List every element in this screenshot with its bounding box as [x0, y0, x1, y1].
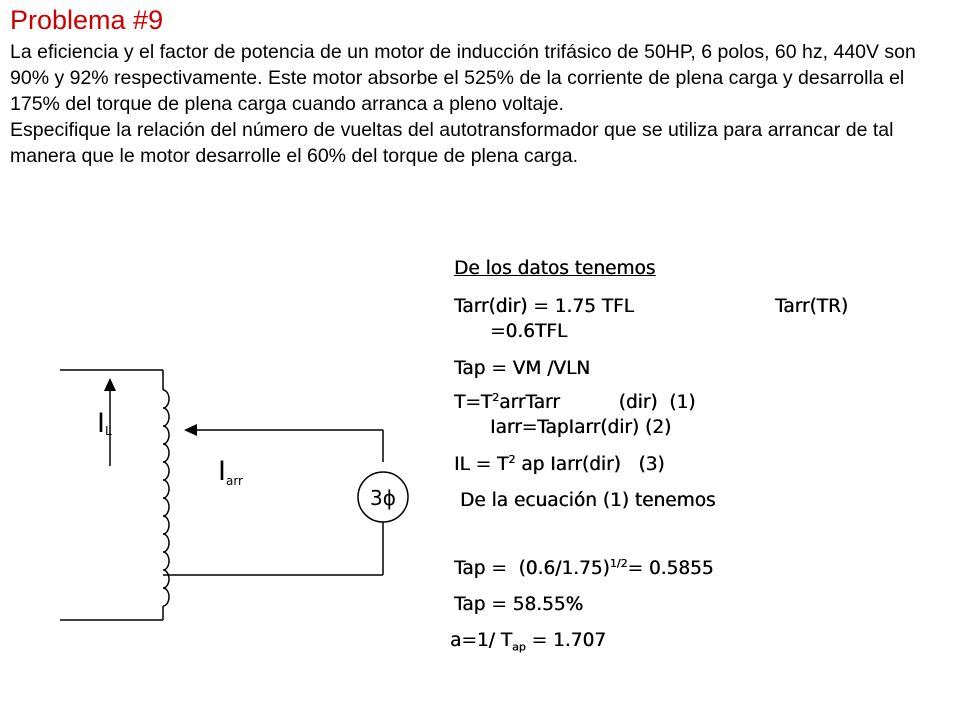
il-arrowhead — [104, 378, 116, 391]
source-label: 3ϕ — [370, 486, 396, 510]
solution-line-8: Tap = 58.55% — [454, 594, 584, 615]
solution-heading: De los datos tenemos — [454, 258, 656, 279]
autotransformer-circuit-diagram — [0, 330, 430, 690]
solution-line-7: Tap = $(0.6/1.75)^{1/2}= 0.5855$ — [454, 556, 714, 579]
solution-line-6: De la ecuación (1) tenemos — [460, 490, 716, 511]
solution-line-1b: Tarr(TR) — [775, 296, 849, 317]
solution-line-5: IL = $T^2$ ap Iarr(dir) (3) — [454, 452, 665, 475]
solution-line-4: Iarr=TapIarr(dir) (2) — [490, 417, 672, 438]
tap-arrowhead — [184, 424, 197, 436]
solution-line-1a: Tarr(dir) = 1.75 TFL — [454, 296, 634, 317]
problem-paragraph-2: Especifique la relación del número de vueltas del autotransformador que se utiliza para arrancar de tal manera que le motor desarrolle el 60% del torque de plena carga. — [10, 119, 894, 167]
label-il: IL — [97, 408, 112, 439]
page-title: Problema #9 — [10, 5, 164, 35]
solution-line-2: Tap = VM /VLN — [454, 358, 591, 379]
solution-line-3: $T=T^2arrTarr$ (dir) (1) — [454, 390, 696, 413]
solution-line-1c: =0.6TFL — [490, 321, 568, 342]
problem-statement — [10, 39, 955, 169]
autotransformer-coil — [163, 390, 169, 606]
solution-line-9: a=1/ $T_{ap} = 1.707$ — [450, 630, 606, 654]
label-iarr: Iarr — [218, 456, 243, 488]
problem-paragraph-1: La eficiencia y el factor de potencia de un motor de inducción trifásico de 50HP, 6 polos, 60 hz, 440V son 90% y 92% respectivamente. Este motor absorbe el 525% de la corriente de plena carga y desarrolla el 175% del torque de plena carga cuando arranca a pleno voltaje. — [10, 41, 916, 115]
